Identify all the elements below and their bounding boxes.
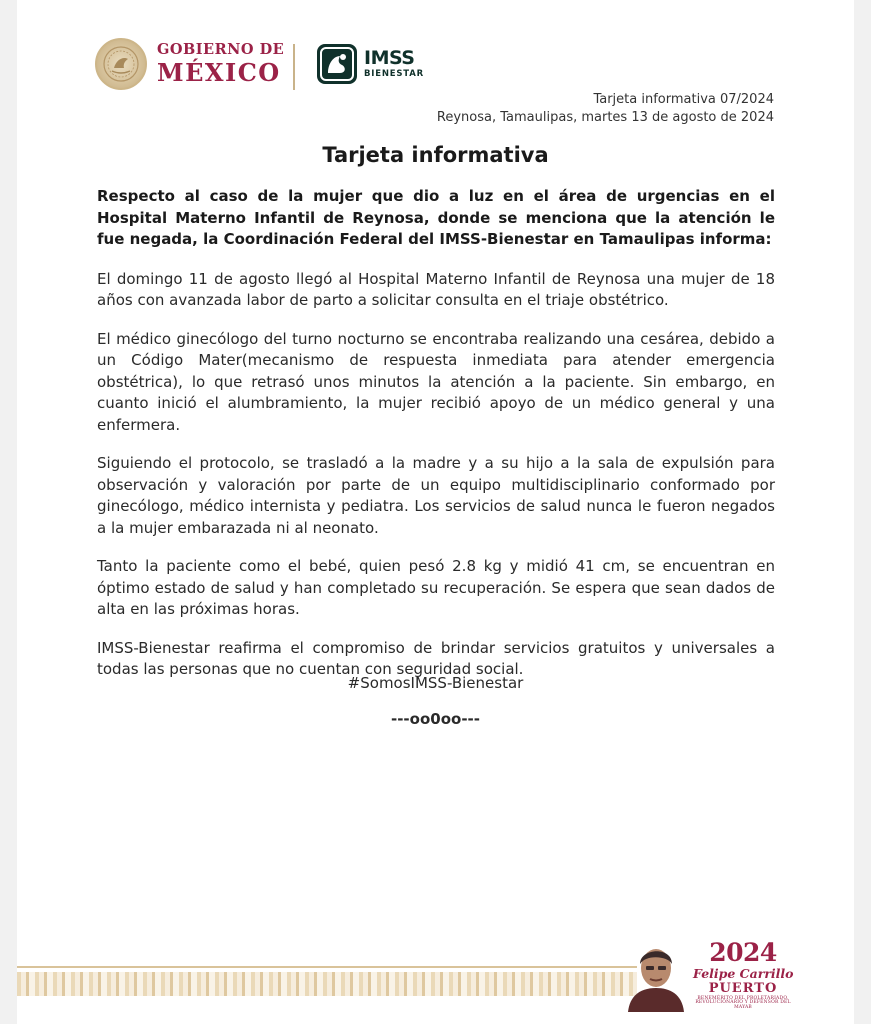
footer-year: 2024: [709, 938, 777, 967]
footer-tagline: BENEMÉRITO DEL PROLETARIADO, REVOLUCIONARIO Y DEFENSOR DEL MAYAB: [695, 995, 791, 1010]
logo-divider: [293, 44, 295, 90]
footer-name-line1: Felipe Carrillo: [693, 966, 794, 981]
document-meta: [437, 91, 774, 126]
footer-name-line2: PUERTO: [708, 980, 778, 996]
hashtag: #SomosIMSS-Bienestar: [347, 674, 524, 692]
paragraph-4: Tanto la paciente como el bebé, quien pesó 2.8 kg y midió 41 cm, se encuentran en óptimo estado de salud y han completado su recuperación. Se espera que sean dados de alta en las próximas horas.: [97, 557, 775, 618]
imss-bienestar-logo: [316, 43, 424, 85]
bienestar-label: BIENESTAR: [364, 69, 424, 80]
paragraph-3: Siguiendo el protocolo, se trasladó a la madre y a su hijo a la sala de expulsión para observación y valoración por parte de un equipo multidisciplinario conformado por ginecólogo, médico internista y pediatra. Los servicios de salud nunca le fueron negados a la mujer embarazada ni al neonato.: [97, 454, 775, 537]
paragraph-2: El médico ginecólogo del turno nocturno se encontraba realizando una cesárea, debido a un Código Mater(mecanismo de respuesta inmediata para atender emergencia obstétrica), lo que retrasó unos minutos la atención a la paciente. Sin embargo, en cuanto inició el alumbramiento, la mujer recibió apoyo de un médico general y una enfermera.: [97, 329, 775, 434]
footer-divider: [17, 966, 637, 968]
footer-pattern-band: [17, 972, 637, 996]
imss-bienestar-icon: [316, 43, 358, 85]
document-body: [97, 186, 775, 698]
document-reference: Tarjeta informativa 07/2024: [593, 92, 774, 107]
portrait-icon: [624, 936, 688, 1012]
gobierno-de-label: GOBIERNO DE: [157, 40, 285, 58]
national-seal-icon: [95, 38, 147, 90]
lead-paragraph: Respecto al caso de la mujer que dio a luz en el área de urgencias en el Hospital Materno Infantil de Reynosa, donde se menciona que la atención le fue negada, la Coordinación Federal del IMSS-Bienestar en Tamaulipas informa:: [97, 187, 775, 248]
felipe-carrillo-puerto-logo: [693, 940, 793, 1010]
place-date: Reynosa, Tamaulipas, martes 13 de agosto de 2024: [436, 109, 774, 125]
paragraph-1: El domingo 11 de agosto llegó al Hospital Materno Infantil de Reynosa una mujer de 18 años con avanzada labor de parto a solicitar consulta en el triaje obstétrico.: [97, 269, 775, 309]
document-page: [17, 0, 854, 1024]
paragraph-5: IMSS-Bienestar reafirma el compromiso de brindar servicios gratuitos y universales a todas las personas que no cuentan con seguridad social.: [97, 638, 775, 678]
closing-mark: ---oo0oo---: [390, 710, 480, 728]
page-title: Tarjeta informativa: [322, 143, 549, 167]
imss-label: IMSS: [364, 47, 415, 70]
gobierno-de-mexico-logo: [95, 38, 284, 90]
mexico-label: MÉXICO: [157, 58, 281, 88]
